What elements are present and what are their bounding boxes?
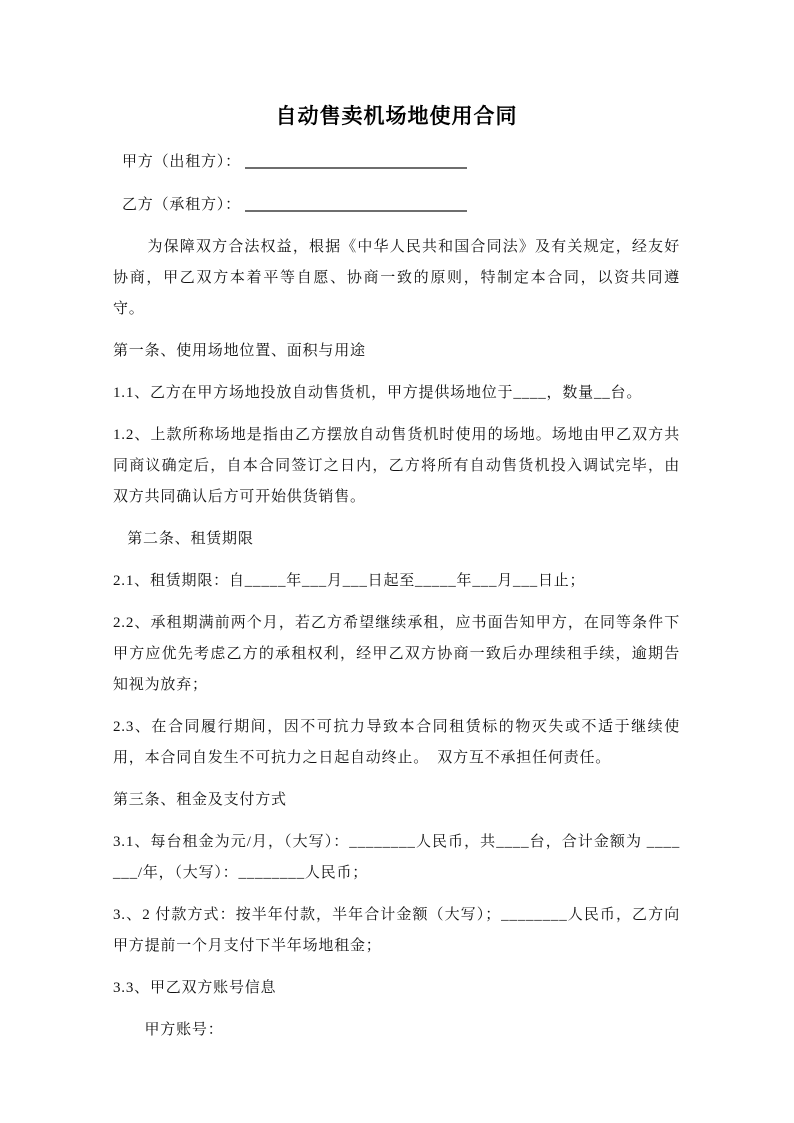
clause-2-2: 2.2、承租期满前两个月，若乙方希望继续承租，应书面告知甲方，在同等条件下甲方应优先考虑乙方的承租权利，经甲乙双方协商一致后办理续租手续，逾期告知视为放弃；	[113, 615, 680, 693]
party-a-account-label: 甲方账号：	[144, 1022, 224, 1038]
clause-1-2: 1.2、上款所称场地是指由乙方摆放自动售货机时使用的场地。场地由甲乙双方共同商议确定后，自本合同签订之日内，乙方将所有自动售货机投入调试完毕，由双方共同确认后方可开始供货销售。	[113, 427, 680, 505]
party-a-label: 甲方（出租方）：	[122, 154, 241, 170]
document-title: 自动售卖机场地使用合同	[275, 105, 518, 128]
party-a-blank-line	[245, 167, 467, 169]
party-b-line	[113, 190, 680, 221]
clause-3-3: 3.3、甲乙双方账号信息	[113, 980, 277, 996]
clause-3-2: 3.、2 付款方式：按半年付款，半年合计金额（大写）；________人民币，乙方向甲方提前一个月支付下半年场地租金；	[113, 907, 680, 954]
intro-paragraph: 为保障双方合法权益，根据《中华人民共和国合同法》及有关规定，经友好协商，甲乙双方本着平等自愿、协商一致的原则，特制定本合同，以资共同遵守。	[113, 239, 680, 317]
party-a-line	[113, 147, 680, 178]
party-b-blank-line	[245, 210, 467, 212]
section1-heading: 第一条、使用场地位置、面积与用途	[113, 343, 366, 359]
section2-heading: 第二条、租赁期限	[127, 531, 254, 547]
clause-2-1: 2.1、租赁期限：自_____年___月___日起至_____年___月___日止；	[113, 573, 586, 589]
section3-heading: 第三条、租金及支付方式	[113, 792, 287, 808]
clause-1-1: 1.1、乙方在甲方场地投放自动售货机，甲方提供场地位于____，数量__台。	[113, 385, 643, 401]
clause-2-3: 2.3、在合同履行期间，因不可抗力导致本合同租赁标的物灭失或不适于继续使用，本合同自发生不可抗力之日起自动终止。 双方互不承担任何责任。	[113, 719, 680, 766]
clause-3-1: 3.1、每台租金为元/月，（大写）：________人民币，共____台，合计金额为 _______/年，（大写）：________人民币；	[113, 834, 680, 881]
party-b-label: 乙方（承租方）：	[122, 197, 241, 213]
